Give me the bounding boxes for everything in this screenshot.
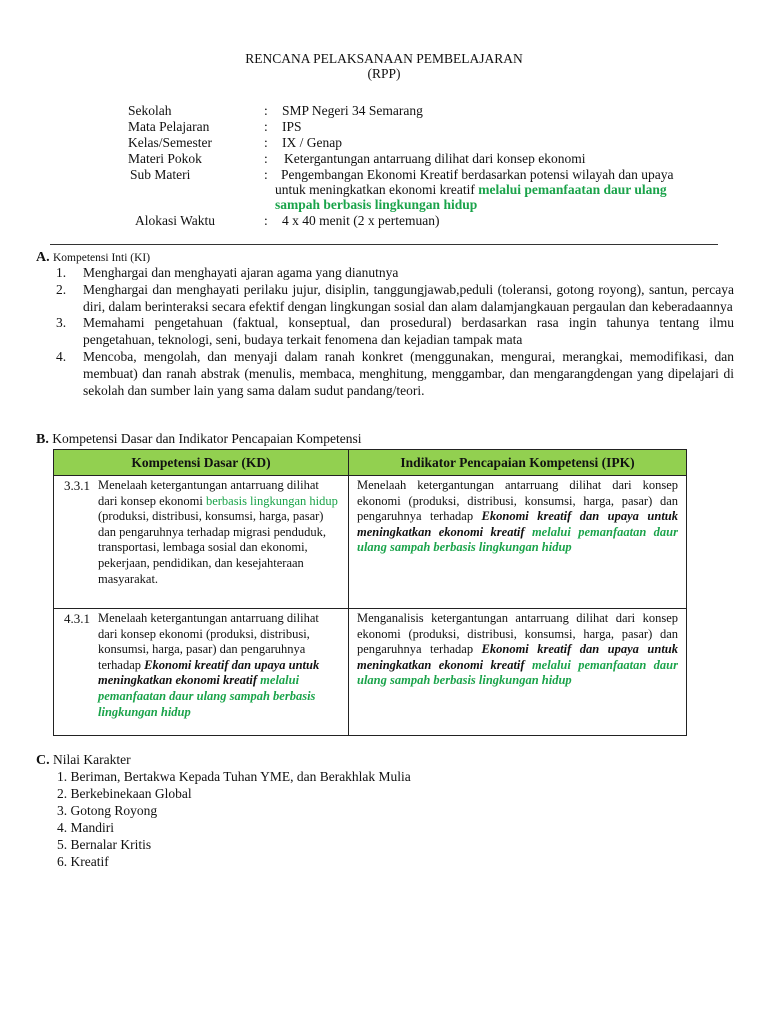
ipk-cell: Menganalisis ketergantungan antarruang dilihat dari konsep ekonomi (produksi, distribusi, konsumsi, harga, pasar) dan pengaruhnya terhadap Ekonomi kreatif dan upaya untuk meningkatkan ekonomi kreatif melalui pemanfaatan daur ulang sampah berbasis lingkungan hidup [349, 609, 687, 736]
list-item: 4. Mandiri [57, 820, 114, 835]
section-c-heading: C. Nilai Karakter [36, 752, 131, 768]
list-item: 6. Kreatif [57, 854, 109, 869]
colon: : [264, 135, 268, 150]
list-item: 1. Menghargai dan menghayati ajaran agama yang dianutnya [56, 265, 399, 280]
kelas-value: IX / Genap [282, 135, 342, 150]
colon: : [264, 167, 268, 182]
list-item: 3. Memahami pengetahuan (faktual, konseptual, dan prosedural) berdasarkan rasa ingin tahunya tentang ilmu pengetahuan, teknologi, seni, budaya terkait fenomena dan kejadian tampak mata [56, 315, 734, 348]
list-item: 2. Menghargai dan menghayati perilaku jujur, disiplin, tanggungjawab,peduli (toleransi, gotong royong), santun, percaya diri, dalam berinteraksi secara efektif dengan lingkungan sosial dan alam dalamjangkauan pergaulan dan keberadaannya [56, 281, 734, 314]
list-item: 2. Berkebinekaan Global [57, 786, 192, 801]
kd-code: 4.3.1 [64, 611, 90, 626]
colon: : [264, 213, 268, 228]
identity-block [0, 0, 768, 240]
list-item: 4. Mencoba, mengolah, dan menyaji dalam ranah konkret (menggunakan, mengurai, merangkai, memodifikasi, dan membuat) dan ranah abstrak (menulis, membaca, menghitung, menggambar, dan mengarangdengan yang dipelajari di sekolah dan sumber lain yang sama dalam sudut pandang/teori. [56, 348, 734, 398]
kd-ipk-table [53, 449, 687, 736]
list-item: 5. Bernalar Kritis [57, 837, 152, 852]
kelas-label: Kelas/Semester [128, 135, 212, 150]
materi-label: Materi Pokok [128, 151, 202, 166]
table-row [54, 609, 687, 736]
section-b-heading: B. Kompetensi Dasar dan Indikator Pencapaian Kompetensi [36, 431, 362, 447]
alokasi-value: 4 x 40 menit (2 x pertemuan) [282, 213, 440, 228]
document-title: RENCANA PELAKSANAAN PEMBELAJARAN [245, 51, 523, 66]
mapel-label: Mata Pelajaran [128, 119, 210, 134]
nilai-karakter-list [57, 768, 411, 870]
list-item: 3. Gotong Royong [57, 803, 158, 818]
ipk-column-header: Indikator Pencapaian Kompetensi (IPK) [349, 450, 687, 476]
divider-line [50, 244, 718, 245]
kd-column-header: Kompetensi Dasar (KD) [54, 450, 349, 476]
mapel-value: IPS [282, 119, 302, 134]
colon: : [264, 151, 268, 166]
sekolah-label: Sekolah [128, 103, 172, 118]
colon: : [264, 103, 268, 118]
section-a-heading: A. Kompetensi Inti (KI) [36, 250, 151, 265]
kd-cell: 3.3.1 Menelaah ketergantungan antarruang dilihat dari konsep ekonomi berbasis lingkungan hidup (produksi, distribusi, konsumsi, harga, pasar) dan pengaruhnya terhadap migrasi penduduk, transportasi, lembaga sosial dan ekonomi, pekerjaan, pendidikan, dan kesejahteraan masyarakat. [54, 476, 349, 609]
ipk-cell: Menelaah ketergantungan antarruang dilihat dari konsep ekonomi (produksi, distribusi, konsumsi, harga, pasar) dan pengaruhnya terhadap Ekonomi kreatif dan upaya untuk meningkatkan ekonomi kreatif melalui pemanfaatan daur ulang sampah berbasis lingkungan hidup [349, 476, 687, 609]
kd-cell: 4.3.1 Menelaah ketergantungan antarruang dilihat dari konsep ekonomi (produksi, distribusi, konsumsi, harga, pasar) dan pengaruhnya terhadap Ekonomi kreatif dan upaya untuk meningkatkan ekonomi kreatif melalui pemanfaatan daur ulang sampah berbasis lingkungan hidup [54, 609, 349, 736]
document-subtitle: (RPP) [367, 66, 401, 81]
alokasi-label: Alokasi Waktu [135, 213, 216, 228]
table-row [54, 476, 687, 609]
materi-value: Ketergantungan antarruang dilihat dari konsep ekonomi [284, 151, 586, 166]
list-item: 1. Beriman, Bertakwa Kepada Tuhan YME, dan Berakhlak Mulia [57, 769, 411, 784]
sekolah-value: SMP Negeri 34 Semarang [282, 103, 423, 118]
table-header-row [54, 450, 687, 476]
kd-code: 3.3.1 [64, 478, 90, 493]
ki-list [56, 265, 734, 399]
sub-materi-line2: untuk meningkatkan ekonomi kreatif melalui pemanfaatan daur ulang [275, 182, 667, 197]
colon: : [264, 119, 268, 134]
sub-materi-line1: Pengembangan Ekonomi Kreatif berdasarkan potensi wilayah dan upaya [281, 167, 674, 182]
sub-materi-label: Sub Materi [130, 167, 191, 182]
sub-materi-line3: sampah berbasis lingkungan hidup [275, 197, 478, 212]
